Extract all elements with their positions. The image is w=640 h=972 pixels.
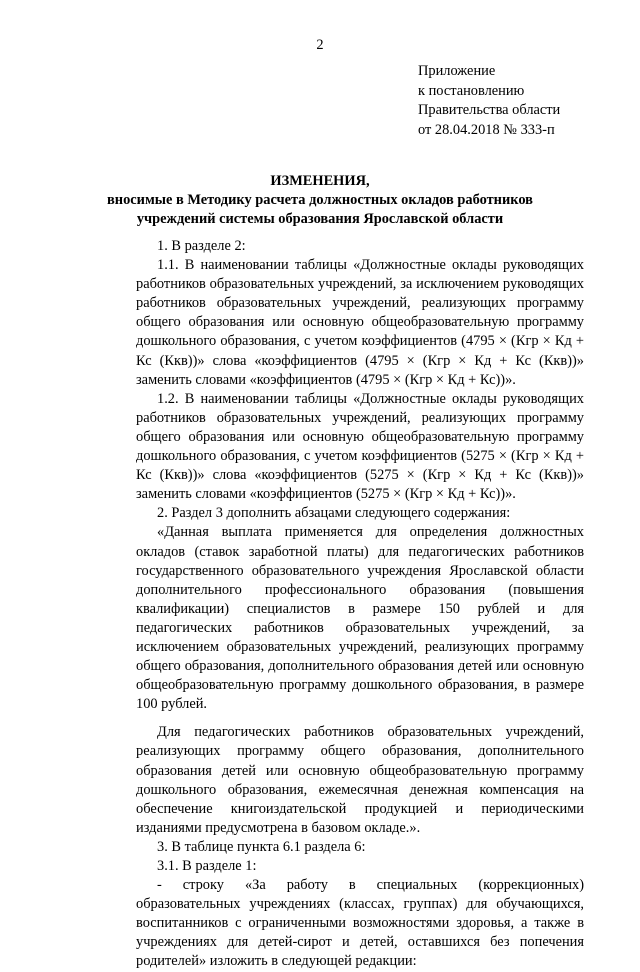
- paragraph: 1.2. В наименовании таблицы «Должностные оклады руководящих работников образовательных учреждений, реализующих программу общего образования или основную общеобразовательную программу дошкольного образования, с учетом коэффициентов (5275 × (Кгр × Кд + Кс (Ккв))» слова «коэффициентов (5275 × (Кгр × Кд + Кс (Ккв))» заменить словами «коэффициентов (5275 × (Кгр × Кд + Кс))».: [136, 390, 584, 503]
- title-line: учреждений системы образования Ярославской области: [136, 211, 504, 228]
- paragraph: «Данная выплата применяется для определения должностных окладов (ставок заработной платы) для педагогических работников государственного образовательного учреждения Ярославской области дополнительного профессионального образования (повышения квалификации) специалистов в размере 150 рублей и для педагогических работников образовательных учреждений, за исключением образовательных учреждений, реализующих программу общего образования, дополнительного образования детей или основную общеобразовательную программу дошкольного образования, в размере 100 рублей.: [136, 524, 584, 713]
- appendix-line: Правительства области: [418, 102, 561, 118]
- title-line: ИЗМЕНЕНИЯ,: [270, 173, 370, 189]
- paragraph: 3. В таблице пункта 6.1 раздела 6:: [157, 838, 366, 855]
- appendix-line: Приложение: [418, 63, 496, 79]
- paragraph: 1.1. В наименовании таблицы «Должностные оклады руководящих работников образовательных учреждений, за исключением руководящих работников образовательных учреждений, реализующих программу общего образования или основную общеобразовательную программу дошкольного образования, с учетом коэффициентов (4795 × (Кгр × Кд + Кс (Ккв))» слова «коэффициентов (4795 × (Кгр × Кд + Кс (Ккв))» заменить словами «коэффициентов (4795 × (Кгр × Кд + Кс))».: [136, 257, 584, 388]
- title-line: вносимые в Методику расчета должностных окладов работников: [107, 192, 533, 209]
- document-body: [136, 237, 584, 972]
- paragraph: 1. В разделе 2:: [157, 238, 246, 254]
- paragraph: 2. Раздел 3 дополнить абзацами следующего содержания:: [157, 505, 511, 522]
- page-number: 2: [316, 37, 324, 53]
- paragraph: 3.1. В разделе 1:: [157, 858, 257, 874]
- appendix-line: к постановлению: [418, 82, 525, 99]
- paragraph: Для педагогических работников образовательных учреждений, реализующих программу общего образования, дополнительного образования детей или основную общеобразовательную программу дошкольного образования, ежемесячная денежная компенсация на обеспечение книгоиздательской продукцией и периодическими изданиями предусмотрена в базовом окладе.».: [136, 724, 584, 836]
- appendix-block: [418, 62, 560, 140]
- paragraph: - строку «За работу в специальных (коррекционных) образовательных учреждениях (классах, группах) для обучающихся, воспитанников с ограниченными возможностями здоровья, а также в учреждениях для детей-сирот и детей, оставшихся без попечения родителей» изложить в следующей редакции:: [136, 877, 584, 970]
- document-title: [0, 172, 640, 230]
- appendix-line: от 28.04.2018 № 333-п: [418, 121, 555, 138]
